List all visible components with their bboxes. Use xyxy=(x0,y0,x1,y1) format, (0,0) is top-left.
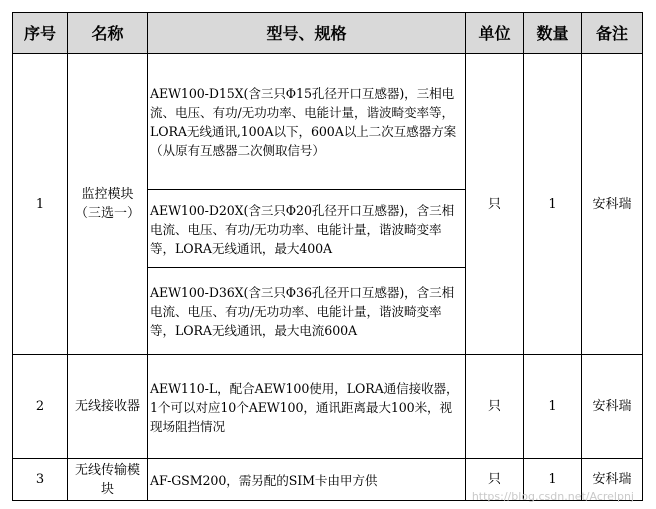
row3-seq: 3 xyxy=(13,459,68,501)
header-row xyxy=(13,13,643,54)
header-remark: 备注 xyxy=(582,13,643,54)
row1-unit: 只 xyxy=(466,54,524,355)
row1-spec-option-3: AEW100-D36X(含三只Φ36孔径开口互感器)，含三相电流、电压、有功/无功功率、电能计量，谐波畸变率等，LORA无线通讯，最大电流600A xyxy=(148,268,466,355)
row2-remark: 安科瑞 xyxy=(582,355,643,459)
row3-spec: AF-GSM200，需另配的SIM卡由甲方供 xyxy=(148,459,466,501)
header-unit: 单位 xyxy=(466,13,524,54)
row3-qty: 1 xyxy=(524,459,582,501)
row2-seq: 2 xyxy=(13,355,68,459)
row3-unit: 只 xyxy=(466,459,524,501)
row1-name: 监控模块（三选一） xyxy=(68,54,148,355)
header-model: 型号、规格 xyxy=(148,13,466,54)
row1-spec-option-2: AEW100-D20X(含三只Φ20孔径开口互感器)，含三相电流、电压、有功/无功功率、电能计量，谐波畸变率等，LORA无线通讯，最大400A xyxy=(148,190,466,268)
row1-seq: 1 xyxy=(13,54,68,355)
product-spec-table xyxy=(12,12,643,501)
row2-name: 无线接收器 xyxy=(68,355,148,459)
row2-spec: AEW110-L，配合AEW100使用，LORA通信接收器，1个可以对应10个AEW100，通讯距离最大100米，视现场阻挡情况 xyxy=(148,355,466,459)
watermark: https://blog.csdn.net/Acrelpnj xyxy=(471,490,634,503)
header-qty: 数量 xyxy=(524,13,582,54)
row3-name: 无线传输模块 xyxy=(68,459,148,501)
row1-qty: 1 xyxy=(524,54,582,355)
row1-remark: 安科瑞 xyxy=(582,54,643,355)
row3-remark: 安科瑞 xyxy=(582,459,643,501)
table-row xyxy=(13,54,643,190)
row1-spec-option-1: AEW100-D15X(含三只Φ15孔径开口互感器)，三相电流、电压、有功/无功功率、电能计量，谐波畸变率等，LORA无线通讯,100A以下，600A以上二次互感器方案（从原有互感器二次侧取信号） xyxy=(148,54,466,190)
row2-unit: 只 xyxy=(466,355,524,459)
row2-qty: 1 xyxy=(524,355,582,459)
table-row xyxy=(13,355,643,459)
header-seq: 序号 xyxy=(13,13,68,54)
header-name: 名称 xyxy=(68,13,148,54)
